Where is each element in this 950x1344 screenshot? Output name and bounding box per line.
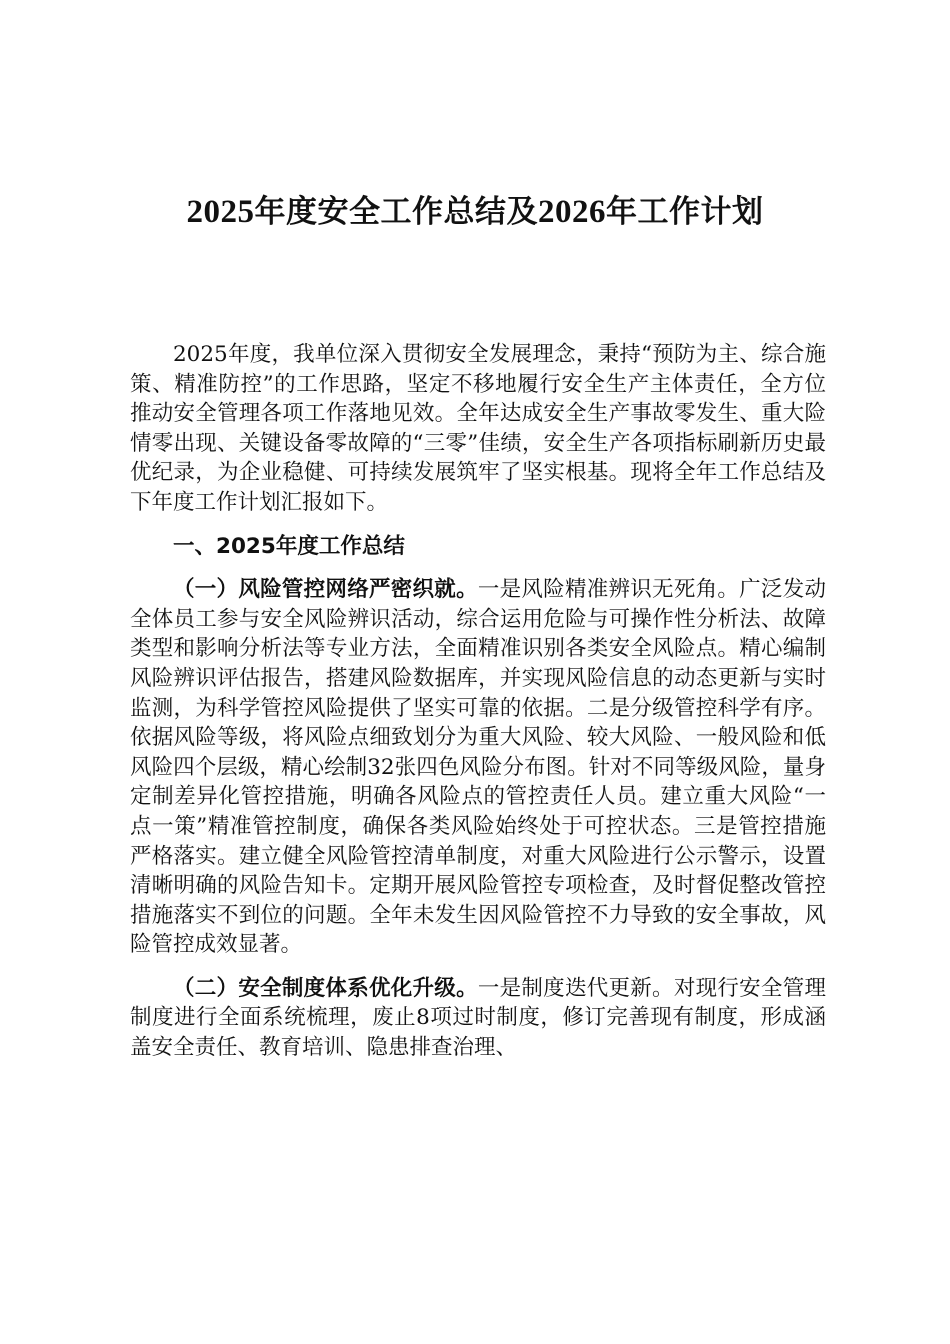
title-year-1: 2025 [186,193,255,230]
item-1-heading: （一）风险管控网络严密织就。 [173,577,478,603]
section-heading-1: 一、2025年度工作总结 [173,533,405,559]
intro-paragraph: 2025年度，我单位深入贯彻安全发展理念，秉持“预防为主、综合施策、精准防控”的工作思路，坚定不移地履行安全生产主体责任，全方位推动安全管理各项工作落地见效。全年达成安全生产事故零发生、重大险情零出现、关键设备零故障的“三零”佳绩，安全生产各项指标刷新历史最优纪录，为企业稳健、可持续发展筑牢了坚实根基。现将全年工作总结及下年度工作计划汇报如下。 [130,342,826,515]
item-1-body: 一是风险精准辨识无死角。广泛发动全体员工参与安全风险辨识活动，综合运用危险与可操作性分析法、故障类型和影响分析法等专业方法，全面精准识别各类安全风险点。精心编制风险辨识评估报告，搭建风险数据库，并实现风险信息的动态更新与实时监测，为科学管控风险提供了坚实可靠的依据。二是分级管控科学有序。依据风险等级，将风险点细致划分为重大风险、较大风险、一般风险和低风险四个层级，精心绘制32张四色风险分布图。针对不同等级风险，量身定制差异化管控措施，明确各风险点的管控责任人员。建立重大风险“一点一策”精准管控制度，确保各类风险始终处于可控状态。三是管控措施严格落实。建立健全风险管控清单制度，对重大风险进行公示警示，设置清晰明确的风险告知卡。定期开展风险管控专项检查，及时督促整改管控措施落实不到位的问题。全年未发生因风险管控不力导致的安全事故，风险管控成效显著。 [130,577,826,958]
document-title [60,187,890,237]
item-2-body: 一是制度迭代更新。对现行安全管理制度进行全面系统梳理，废止8项过时制度，修订完善现有制度，形成涵盖安全责任、教育培训、隐患排查治理、 [130,975,826,1061]
item-2-heading: （二）安全制度体系优化升级。 [173,975,478,1001]
document-body [130,340,826,1063]
title-year-2: 2026 [538,193,606,230]
title-part-1: 年度安全工作总结及 [254,193,538,230]
paragraph-item-1 [130,575,826,960]
title-part-2: 年工作计划 [606,193,764,230]
paragraph-item-2 [130,974,826,1063]
